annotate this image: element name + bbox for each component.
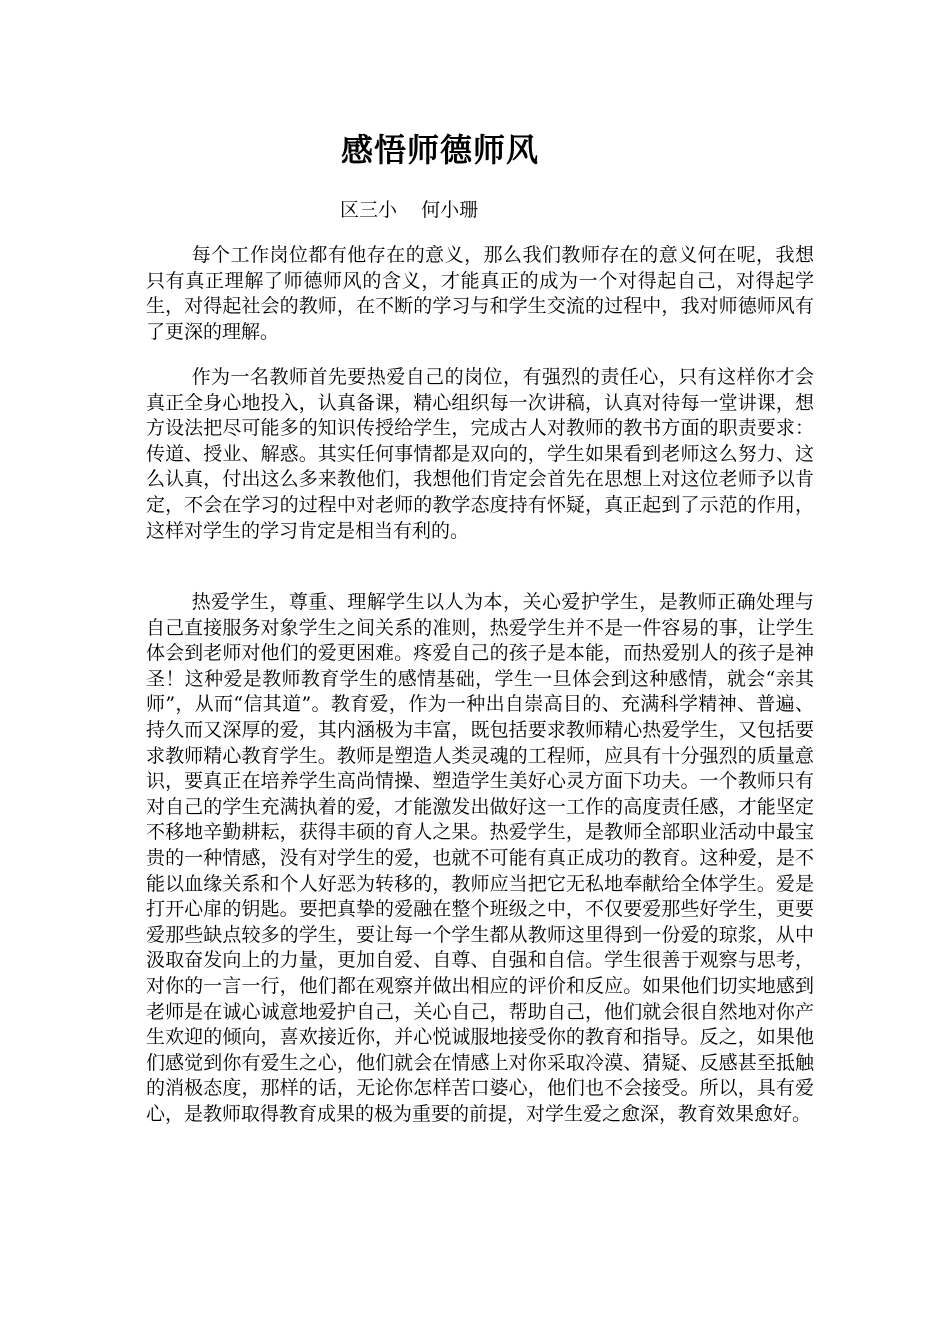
paragraph-3: 热爱学生，尊重、理解学生以人为本，关心爱护学生，是教师正确处理与自己直接服务对象学生之间关系的准则，热爱学生并不是一件容易的事，让学生体会到老师对他们的爱更困难。疼爱自己的孩子是本能，而热爱别人的孩子是神圣！这种爱是教师教育学生的感情基础，学生一旦体会到这种感情，就会“亲其师”，从而“信其道”。教育爱，作为一种出自崇高目的、充满科学精神、普遍、持久而又深厚的爱，其内涵极为丰富，既包括要求教师精心热爱学生，又包括要求教师精心教育学生。教师是塑造人类灵魂的工程师，应具有十分强烈的质量意识，要真正在培养学生高尚情操、塑造学生美好心灵方面下功夫。一个教师只有对自己的学生充满执着的爱，才能激发出做好这一工作的高度责任感，才能坚定不移地辛勤耕耘，获得丰硕的育人之果。热爱学生，是教师全部职业活动中最宝贵的一种情感，没有对学生的爱，也就不可能有真正成功的教育。这种爱，是不能以血缘关系和个人好恶为转移的，教师应当把它无私地奉献给全体学生。爱是打开心扉的钥匙。要把真挚的爱融在整个班级之中，不仅要爱那些好学生，更要爱那些缺点较多的学生，要让每一个学生都从教师这里得到一份爱的琼浆，从中汲取奋发向上的力量，更加自爱、自尊、自强和自信。学生很善于观察与思考，对你的一言一行，他们都在观察并做出相应的评价和反应。如果他们切实地感到老师是在诚心诚意地爱护自己，关心自己，帮助自己，他们就会很自然地对你产生欢迎的倾向，喜欢接近你，并心悦诚服地接受你的教育和指导。反之，如果他们感觉到你有爱生之心，他们就会在情感上对你采取冷漠、猜疑、反感甚至抵触的消极态度，那样的话，无论你怎样苦口婆心，他们也不会接受。所以，具有爱心，是教师取得教育成果的极为重要的前提，对学生爱之愈深，教育效果愈好。 — [146, 591, 814, 1125]
document-title: 感悟师德师风 — [340, 131, 539, 169]
author-byline: 区三小 何小珊 — [340, 199, 479, 221]
paragraph-2: 作为一名教师首先要热爱自己的岗位，有强烈的责任心，只有这样你才会真正全身心地投入，认真备课，精心组织每一次讲稿，认真对待每一堂讲课，想方设法把尽可能多的知识传授给学生，完成古人对教师的教书方面的职责要求：传道、授业、解惑。其实任何事情都是双向的，学生如果看到老师这么努力、这么认真，付出这么多来教他们，我想他们肯定会首先在思想上对这位老师予以肯定，不会在学习的过程中对老师的教学态度持有怀疑，真正起到了示范的作用，这样对学生的学习肯定是相当有利的。 — [146, 366, 814, 542]
paragraph-1: 每个工作岗位都有他存在的意义，那么我们教师存在的意义何在呢，我想只有真正理解了师德师风的含义，才能真正的成为一个对得起自己，对得起学生，对得起社会的教师，在不断的学习与和学生交流的过程中，我对师德师风有了更深的理解。 — [146, 244, 814, 343]
